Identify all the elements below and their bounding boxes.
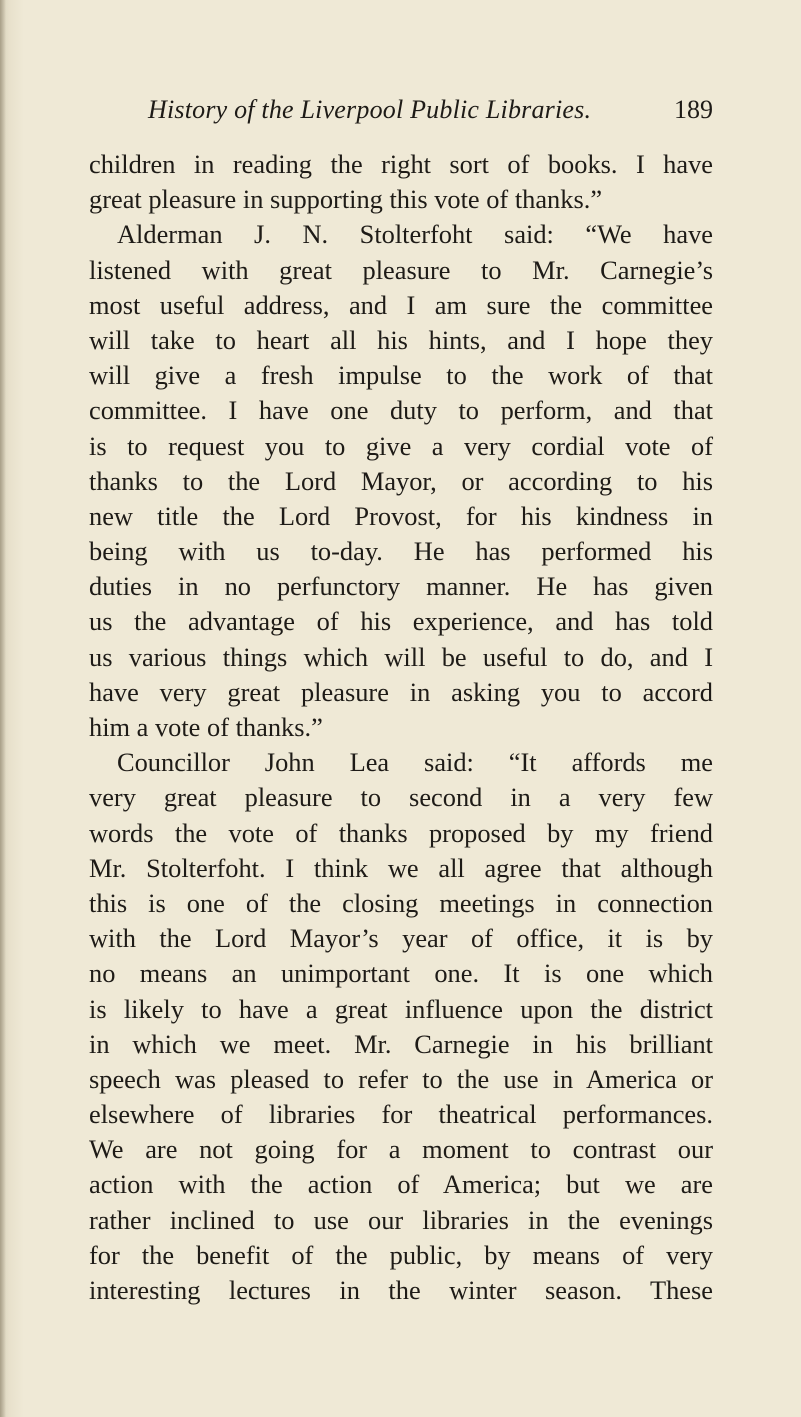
- text-line: us various things which will be useful to do, and I: [89, 641, 713, 672]
- text-line: interesting lectures in the winter season. These: [89, 1275, 713, 1305]
- running-head: [148, 90, 713, 130]
- text-line: will give a fresh impulse to the work of that: [89, 360, 713, 391]
- text-line: Councillor John Lea said: “It affords me: [117, 747, 713, 778]
- text-line: being with us to-day. He has performed his: [89, 536, 713, 567]
- text-line: no means an unimportant one. It is one which: [89, 958, 713, 989]
- text-line: committee. I have one duty to perform, and that: [89, 395, 713, 426]
- text-line: have very great pleasure in asking you to accord: [89, 676, 713, 707]
- text-line: most useful address, and I am sure the committee: [89, 289, 713, 320]
- text-line: with the Lord Mayor’s year of office, it is by: [89, 923, 713, 954]
- text-line: Mr. Stolterfoht. I think we all agree that although: [89, 852, 713, 883]
- text-line: children in reading the right sort of books. I have: [89, 149, 713, 179]
- text-line: listened with great pleasure to Mr. Carnegie’s: [89, 254, 713, 285]
- text-line: words the vote of thanks proposed by my friend: [89, 817, 713, 848]
- text-line: new title the Lord Provost, for his kindness in: [89, 500, 713, 531]
- text-line: is to request you to give a very cordial vote of: [89, 430, 713, 461]
- text-line: for the benefit of the public, by means of very: [89, 1239, 713, 1270]
- text-line: him a vote of thanks.”: [89, 712, 323, 742]
- body-text: [89, 147, 713, 1308]
- text-line: action with the action of America; but we are: [89, 1169, 713, 1200]
- text-line: is likely to have a great influence upon the district: [89, 993, 713, 1024]
- text-line: this is one of the closing meetings in connection: [89, 887, 713, 918]
- gutter-shadow: [0, 0, 6, 1417]
- page-number: 189: [674, 95, 713, 124]
- text-line: very great pleasure to second in a very few: [89, 782, 713, 813]
- text-line: speech was pleased to refer to the use in America or: [89, 1063, 713, 1094]
- text-line: duties in no perfunctory manner. He has given: [89, 571, 713, 602]
- text-line: rather inclined to use our libraries in the evenings: [89, 1204, 713, 1235]
- text-line: Alderman J. N. Stolterfoht said: “We have: [117, 219, 713, 250]
- text-line: will take to heart all his hints, and I hope they: [89, 324, 713, 355]
- text-line: thanks to the Lord Mayor, or according to his: [89, 465, 713, 496]
- text-line: We are not going for a moment to contrast our: [89, 1134, 713, 1165]
- text-line: great pleasure in supporting this vote of thanks.”: [89, 184, 603, 215]
- text-line: elsewhere of libraries for theatrical performances.: [89, 1099, 713, 1130]
- running-title: History of the Liverpool Public Libraries.: [148, 95, 592, 124]
- text-line: in which we meet. Mr. Carnegie in his brilliant: [89, 1028, 713, 1059]
- text-line: us the advantage of his experience, and has told: [89, 606, 713, 637]
